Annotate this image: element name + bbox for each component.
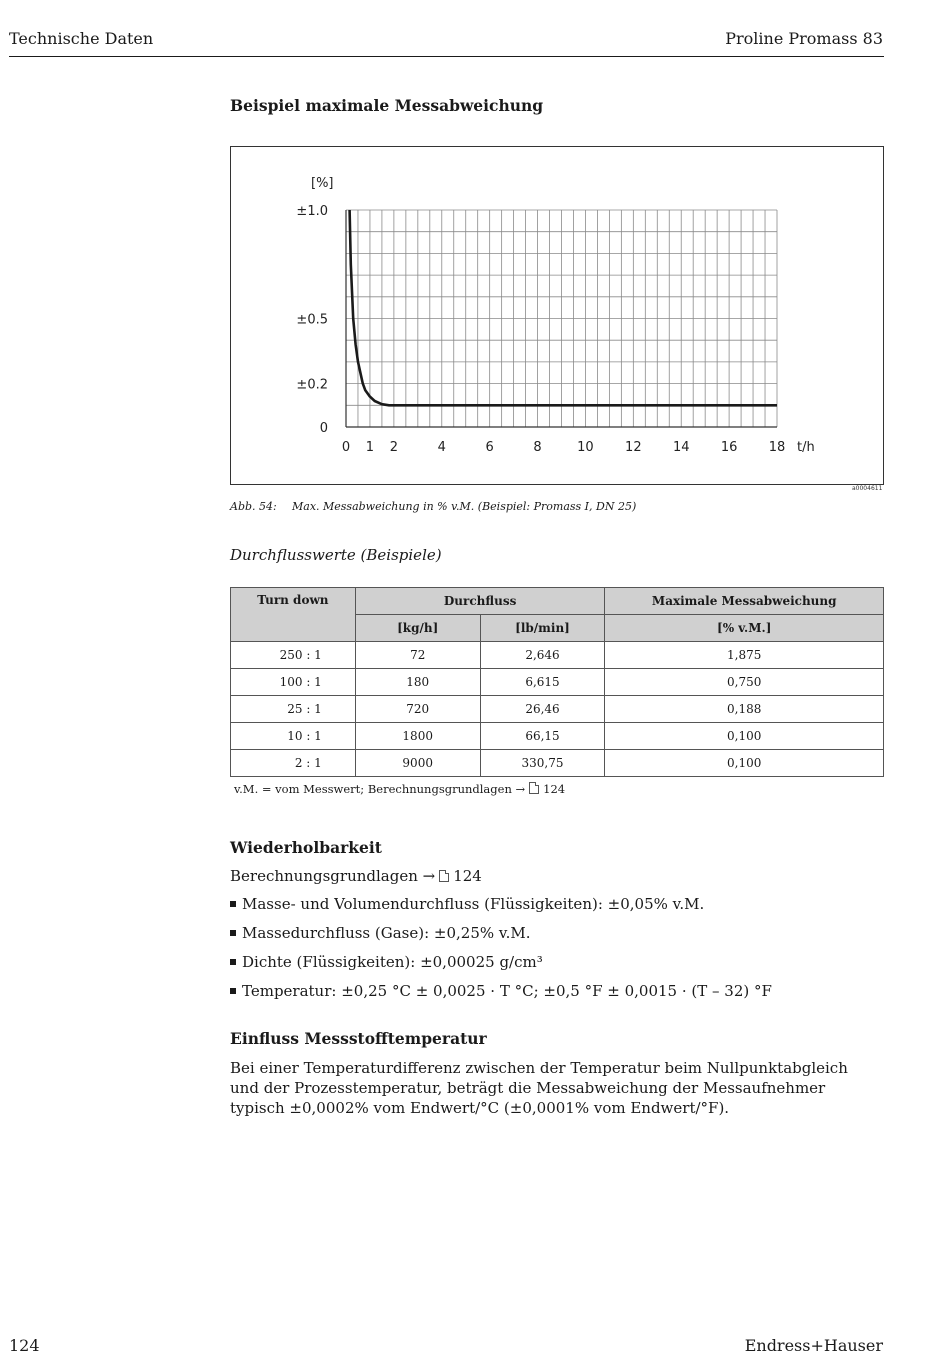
column-header-flow: Durchfluss [355, 588, 605, 615]
figure-caption [230, 500, 636, 513]
y-tick-label: ±0.2 [296, 377, 328, 393]
bullet-icon [230, 988, 236, 994]
cell-turndown: 2 : 1 [231, 750, 356, 777]
cell-lbmin: 2,646 [480, 642, 605, 669]
x-tick-label: 10 [577, 440, 594, 455]
cell-kgh: 720 [355, 696, 480, 723]
cell-lbmin: 66,15 [480, 723, 605, 750]
section-title-max-error: Beispiel maximale Messabweichung [230, 96, 544, 115]
list-item-text: Massedurchfluss (Gase): ±0,25% v.M. [242, 924, 531, 942]
list-item [230, 924, 531, 942]
cell-turndown: 100 : 1 [231, 669, 356, 696]
x-tick-label: 1 [365, 440, 375, 455]
chart-reference-id: a0004611 [852, 485, 883, 492]
list-item-text: Temperatur: ±0,25 °C ± 0,0025 · T °C; ±0,5 °F ± 0,0015 · (T – 32) °F [242, 982, 772, 1000]
figure-number: Abb. 54: [230, 500, 277, 513]
table-row [231, 723, 884, 750]
repeatability-reference [230, 866, 482, 886]
footer-brand: Endress+Hauser [744, 1336, 883, 1355]
page-number: 124 [9, 1336, 40, 1355]
cell-kgh: 9000 [355, 750, 480, 777]
cell-pct: 1,875 [605, 642, 884, 669]
y-tick-label: ±0.5 [296, 312, 328, 328]
list-item-text: Dichte (Flüssigkeiten): ±0,00025 g/cm³ [242, 953, 543, 971]
table-footnote [234, 782, 565, 796]
chart-frame [230, 146, 884, 485]
page-reference-icon [439, 870, 449, 882]
cell-pct: 0,100 [605, 723, 884, 750]
cell-turndown: 25 : 1 [231, 696, 356, 723]
table-row [231, 642, 884, 669]
x-axis-label: t/h [797, 440, 815, 455]
cell-turndown: 10 : 1 [231, 723, 356, 750]
column-header-pct: [% v.M.] [605, 615, 884, 642]
cell-lbmin: 26,46 [480, 696, 605, 723]
column-header-max-error: Maximale Messabweichung [605, 588, 884, 615]
section-title-temperature-influence: Einfluss Messstofftemperatur [230, 1029, 487, 1048]
cell-lbmin: 330,75 [480, 750, 605, 777]
temperature-influence-text: Bei einer Temperaturdifferenz zwischen der Temperatur beim Nullpunktabgleich und der Prozesstemperatur, beträgt die Messabweichung der Messaufnehmer typisch ±0,0002% vom Endwert/°C (±0,0001% vom Endwert/°F). [230, 1059, 848, 1117]
x-tick-label: 4 [437, 440, 446, 455]
column-header-kgh: [kg/h] [355, 615, 480, 642]
repeatability-reference-page[interactable]: 124 [453, 867, 482, 885]
x-tick-label: 8 [533, 440, 542, 455]
y-axis-label: [%] [311, 176, 334, 191]
table-row [231, 696, 884, 723]
header-section-title: Technische Daten [9, 29, 154, 48]
table-footnote-page[interactable]: 124 [543, 782, 566, 796]
bullet-icon [230, 901, 236, 907]
cell-pct: 0,750 [605, 669, 884, 696]
flow-values-table [230, 587, 884, 777]
bullet-icon [230, 930, 236, 936]
header-product-name: Proline Promass 83 [725, 29, 883, 48]
table-heading: Durchflusswerte (Beispiele) [230, 546, 442, 564]
table-row [231, 669, 884, 696]
cell-kgh: 1800 [355, 723, 480, 750]
cell-pct: 0,188 [605, 696, 884, 723]
cell-pct: 0,100 [605, 750, 884, 777]
list-item-text: Masse- und Volumendurchfluss (Flüssigkeiten): ±0,05% v.M. [242, 895, 705, 913]
y-tick-label: ±1.0 [296, 204, 328, 219]
column-header-turndown: Turn down [231, 588, 356, 642]
table-footnote-text: v.M. = vom Messwert; Berechnungsgrundlagen → [234, 782, 526, 796]
cell-kgh: 72 [355, 642, 480, 669]
list-item [230, 895, 704, 913]
x-tick-label: 16 [720, 440, 738, 455]
list-item [230, 953, 543, 971]
list-item [230, 982, 772, 1000]
column-header-lbmin: [lb/min] [480, 615, 605, 642]
cell-kgh: 180 [355, 669, 480, 696]
repeatability-reference-text: Berechnungsgrundlagen → [230, 867, 436, 885]
x-tick-label: 0 [341, 440, 351, 455]
x-tick-label: 12 [625, 440, 642, 455]
figure-caption-text: Max. Messabweichung in % v.M. (Beispiel: Promass I, DN 25) [292, 500, 637, 513]
y-tick-label: 0 [319, 421, 328, 436]
x-tick-label: 6 [485, 440, 494, 455]
bullet-icon [230, 959, 236, 965]
header-divider [9, 56, 884, 57]
cell-lbmin: 6,615 [480, 669, 605, 696]
error-chart [231, 147, 883, 484]
cell-turndown: 250 : 1 [231, 642, 356, 669]
x-tick-label: 2 [389, 440, 399, 455]
section-title-repeatability: Wiederholbarkeit [230, 838, 382, 857]
page-reference-icon [529, 782, 539, 794]
table-row [231, 750, 884, 777]
x-tick-label: 18 [768, 440, 786, 455]
series-line [350, 210, 777, 405]
x-tick-label: 14 [672, 440, 690, 455]
